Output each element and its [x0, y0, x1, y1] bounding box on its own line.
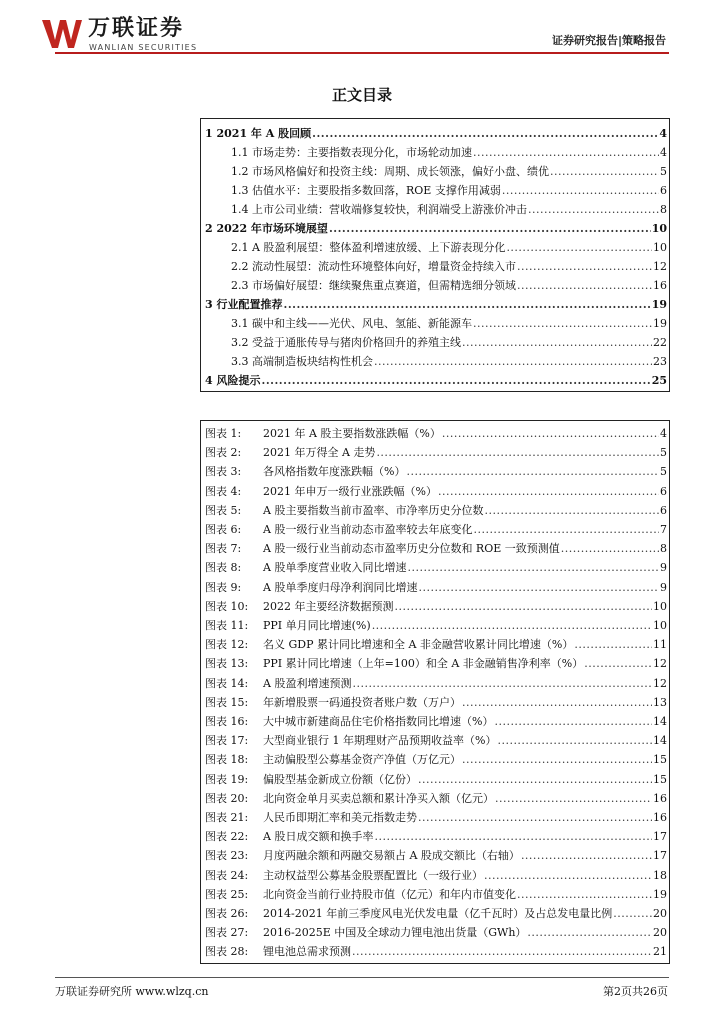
figure-page: 16: [653, 791, 667, 805]
figure-entry[interactable]: [201, 653, 669, 671]
brand-name-en: WANLIAN SECURITIES: [89, 43, 198, 52]
figure-entry[interactable]: [201, 711, 669, 729]
figure-title: 2021 年万得全 A 走势: [263, 446, 376, 460]
figure-page: 4: [660, 427, 667, 440]
figure-page: 17: [653, 849, 667, 863]
figure-label: 图表 18:: [205, 753, 249, 767]
figure-title: 人民币即期汇率和美元指数走势: [263, 811, 417, 824]
dot-leader: [473, 523, 659, 537]
figure-label: 图表 14:: [205, 676, 249, 690]
figure-title: 大型商业银行 1 年期理财产品预期收益率（%）: [263, 734, 497, 748]
figure-page: 20: [653, 907, 667, 920]
dot-leader: [495, 792, 652, 806]
toc-entry-title: 1 2021 年 A 股回顾: [205, 127, 312, 140]
dot-leader: [561, 542, 659, 556]
figure-entry[interactable]: [201, 596, 669, 614]
figure-label: 图表 25:: [205, 887, 249, 901]
figure-entry[interactable]: [201, 922, 669, 940]
dot-leader: [261, 374, 650, 388]
figure-entry[interactable]: [201, 884, 669, 902]
dot-leader: [372, 619, 652, 633]
dot-leader: [283, 298, 650, 312]
dot-leader: [406, 465, 659, 479]
figure-page: 14: [653, 734, 667, 748]
figure-page: 8: [660, 542, 667, 556]
toc-entry-title: 1.3 估值水平：主要股指多数回落，ROE 支撑作用减弱: [231, 184, 501, 197]
figure-page: 10: [653, 619, 667, 632]
figure-page: 6: [660, 484, 667, 498]
dot-leader: [517, 279, 652, 293]
toc-entry-title: 3 行业配置推荐: [205, 298, 283, 311]
figure-page: 5: [660, 446, 667, 460]
toc-entry-page: 25: [651, 374, 667, 387]
figure-label: 图表 6:: [205, 523, 242, 536]
figure-label: 图表 21:: [205, 811, 249, 824]
toc-entry-title: 2.3 市场偏好展望：继续聚焦重点赛道，但需精选细分领域: [231, 279, 516, 292]
toc-entry-title: 1.2 市场风格偏好和投资主线：周期、成长领涨，偏好小盘、绩优: [231, 165, 549, 178]
dot-leader: [517, 260, 652, 274]
figure-entry[interactable]: [201, 692, 669, 710]
figure-title: A 股一级行业当前动态市盈率较去年底变化: [263, 523, 473, 536]
figure-title: A 股单季度营业收入同比增速: [263, 561, 407, 575]
toc-entry-page: 23: [653, 355, 667, 368]
toc-entry-title: 2 2022 年市场环境展望: [205, 222, 328, 235]
figure-page: 5: [660, 465, 667, 479]
figure-entry[interactable]: [201, 500, 669, 518]
figure-page: 16: [653, 811, 667, 824]
figure-title: 北向资金单月买卖总额和累计净买入额（亿元）: [263, 791, 494, 805]
figure-title: 主动权益型公募基金股票配置比（一级行业）: [263, 868, 483, 882]
figure-label: 图表 26:: [205, 907, 249, 920]
figure-title: PPI 单月同比增速(%): [263, 619, 371, 632]
figure-title: 各风格指数年度涨跌幅（%）: [263, 465, 406, 479]
dot-leader: [473, 317, 652, 331]
figure-label: 图表 7:: [205, 542, 242, 556]
figure-page: 11: [653, 638, 667, 652]
footer-page-number: 第2页共26页: [603, 985, 668, 998]
dot-leader: [352, 945, 652, 959]
toc-entry[interactable]: [201, 237, 669, 255]
figure-title: PPI 累计同比增速（上年=100）和全 A 非金融销售净利率（%）: [263, 657, 584, 671]
figure-label: 图表 19:: [205, 772, 249, 786]
page-title: 正文目录: [331, 86, 392, 104]
figure-label: 图表 20:: [205, 791, 249, 805]
dot-leader: [484, 504, 659, 518]
toc-entry-title: 3.1 碳中和主线——光伏、风电、氢能、新能源车: [231, 317, 472, 330]
figure-page: 19: [653, 887, 667, 901]
figure-label: 图表 27:: [205, 926, 249, 940]
figure-entry[interactable]: [201, 519, 669, 537]
dot-leader: [462, 753, 652, 767]
toc-entry-page: 12: [653, 260, 667, 273]
figure-page: 18: [653, 868, 667, 882]
figure-label: 图表 5:: [205, 503, 242, 517]
dot-leader: [462, 336, 652, 350]
dot-leader: [418, 811, 652, 825]
figure-page: 12: [653, 676, 667, 690]
figure-label: 图表 2:: [205, 446, 242, 460]
footer-source: 万联证券研究所 www.wlzq.cn: [55, 985, 209, 998]
dot-leader: [527, 926, 652, 940]
figure-label: 图表 22:: [205, 830, 249, 844]
figure-title: A 股主要指数当前市盈率、市净率历史分位数: [263, 503, 484, 517]
dot-leader: [517, 888, 652, 902]
figure-page: 17: [653, 830, 667, 844]
toc-entry-page: 8: [660, 203, 667, 216]
toc-entry[interactable]: [201, 370, 669, 388]
figure-entry[interactable]: [201, 461, 669, 479]
toc-entry[interactable]: [201, 180, 669, 198]
figure-label: 图表 10:: [205, 599, 249, 613]
figure-title: 2014-2021 年前三季度风电光伏发电量（亿千瓦时）及占总发电量比例: [263, 907, 613, 920]
dot-leader: [502, 184, 659, 198]
dot-leader: [438, 485, 659, 499]
figure-title: 年新增股票一码通投资者账户数（万户）: [263, 695, 461, 709]
toc-entry-page: 6: [660, 184, 667, 197]
figure-entry[interactable]: [201, 442, 669, 460]
figure-label: 图表 4:: [205, 484, 242, 498]
figure-label: 图表 11:: [205, 619, 249, 632]
dot-leader: [376, 446, 659, 460]
dot-leader: [418, 773, 652, 787]
figure-page: 21: [653, 945, 667, 959]
figure-page: 10: [653, 599, 667, 613]
toc-entry[interactable]: [201, 256, 669, 274]
dot-leader: [374, 355, 652, 369]
figure-label: 图表 9:: [205, 580, 242, 594]
toc-entry-title: 2.1 A 股盈利展望：整体盈利增速放缓、上下游表现分化: [231, 241, 506, 254]
figure-title: 名义 GDP 累计同比增速和全 A 非金融营收累计同比增速（%）: [263, 638, 574, 652]
figure-entry[interactable]: [201, 807, 669, 825]
document-type: 证券研究报告|策略报告: [551, 34, 666, 47]
toc-entry[interactable]: [201, 294, 669, 312]
figure-entry[interactable]: [201, 615, 669, 633]
brand-name-cn: 万联证券: [88, 16, 185, 41]
figure-title: 主动偏股型公募基金资产净值（万亿元）: [263, 753, 461, 767]
figure-title: 2016-2025E 中国及全球动力锂电池出货量（GWh）: [263, 926, 527, 940]
figure-entry[interactable]: [201, 730, 669, 748]
figure-page: 9: [660, 561, 667, 575]
toc-entry-page: 19: [651, 298, 667, 311]
toc-entry-page: 19: [653, 317, 667, 330]
figure-label: 图表 24:: [205, 868, 249, 882]
figure-page: 14: [653, 715, 667, 728]
figure-page: 6: [660, 503, 667, 517]
figure-title: 锂电池总需求预测: [263, 945, 351, 959]
figure-entry[interactable]: [201, 538, 669, 556]
dot-leader: [574, 638, 652, 652]
figure-label: 图表 1:: [205, 427, 242, 440]
toc-entry[interactable]: [201, 313, 669, 331]
figure-entry[interactable]: [201, 941, 669, 959]
toc-entry-page: 10: [653, 241, 667, 254]
figure-title: A 股单季度归母净利润同比增速: [263, 580, 418, 594]
figure-entry[interactable]: [201, 903, 669, 921]
dot-leader: [497, 734, 652, 748]
dot-leader: [329, 222, 651, 236]
toc-entry-title: 3.3 高端制造板块结构性机会: [231, 355, 373, 368]
toc-entry-title: 2.2 流动性展望：流动性环境整体向好，增量资金持续入市: [231, 260, 516, 273]
figure-page: 9: [660, 580, 667, 594]
toc-entry[interactable]: [201, 199, 669, 217]
wanlian-logo-icon: [40, 16, 84, 52]
figure-entry[interactable]: [201, 557, 669, 575]
figure-entry[interactable]: [201, 769, 669, 787]
figure-title: 大中城市新建商品住宅价格指数同比增速（%）: [263, 715, 494, 728]
dot-leader: [584, 657, 652, 671]
dot-leader: [442, 427, 659, 441]
figure-entry[interactable]: [201, 577, 669, 595]
list-of-figures: [200, 420, 670, 964]
toc-entry[interactable]: [201, 275, 669, 293]
figure-label: 图表 23:: [205, 849, 249, 863]
figure-title: 北向资金当前行业持股市值（亿元）和年内市值变化: [263, 887, 516, 901]
figure-page: 15: [653, 753, 667, 767]
figure-page: 20: [653, 926, 667, 940]
toc-entry-page: 10: [651, 222, 667, 235]
figure-title: A 股日成交额和换手率: [263, 830, 374, 844]
dot-leader: [506, 241, 652, 255]
figure-entry[interactable]: [201, 788, 669, 806]
figure-title: 2021 年申万一级行业涨跌幅（%）: [263, 484, 437, 498]
dot-leader: [462, 696, 652, 710]
toc-entry-title: 3.2 受益于通胀传导与猪肉价格回升的养殖主线: [231, 336, 461, 349]
toc-entry-title: 4 风险提示: [205, 374, 261, 387]
dot-leader: [473, 146, 659, 160]
toc-entry[interactable]: [201, 332, 669, 350]
figure-title: A 股盈利增速预测: [263, 676, 352, 690]
figure-page: 12: [653, 657, 667, 671]
dot-leader: [418, 581, 659, 595]
figure-label: 图表 12:: [205, 638, 249, 652]
dot-leader: [407, 561, 659, 575]
figure-entry[interactable]: [201, 673, 669, 691]
dot-leader: [494, 715, 652, 729]
toc-entry[interactable]: [201, 123, 669, 141]
toc-entry[interactable]: [201, 218, 669, 236]
dot-leader: [521, 849, 652, 863]
dot-leader: [352, 677, 652, 691]
figure-entry[interactable]: [201, 423, 669, 441]
figure-label: 图表 17:: [205, 734, 249, 748]
company-logo: [40, 16, 240, 56]
figure-title: A 股一级行业当前动态市盈率历史分位数和 ROE 一致预测值: [263, 542, 560, 556]
figure-entry[interactable]: [201, 826, 669, 844]
figure-label: 图表 3:: [205, 465, 242, 479]
toc-entry-page: 4: [660, 146, 667, 159]
figure-label: 图表 28:: [205, 945, 249, 959]
figure-label: 图表 8:: [205, 561, 242, 575]
figure-entry[interactable]: [201, 865, 669, 883]
toc-entry[interactable]: [201, 161, 669, 179]
toc-entry-page: 4: [659, 127, 667, 140]
toc-entry-title: 1.4 上市公司业绩：营收端修复较快，利润端受上游涨价冲击: [231, 203, 527, 216]
footer-divider: [55, 977, 669, 978]
dot-leader: [550, 165, 659, 179]
toc-entry[interactable]: [201, 142, 669, 160]
toc-entry-title: 1.1 市场走势：主要指数表现分化，市场轮动加速: [231, 146, 472, 159]
dot-leader: [528, 203, 659, 217]
figure-label: 图表 13:: [205, 657, 249, 671]
figure-entry[interactable]: [201, 634, 669, 652]
dot-leader: [613, 907, 652, 921]
figure-entry[interactable]: [201, 845, 669, 863]
dot-leader: [312, 127, 658, 141]
figure-title: 偏股型基金新成立份额（亿份）: [263, 772, 417, 786]
figure-page: 7: [660, 523, 667, 536]
dot-leader: [374, 830, 652, 844]
header-divider: [55, 52, 669, 54]
figure-title: 2022 年主要经济数据预测: [263, 599, 394, 613]
page-header: [0, 0, 724, 62]
toc-entry[interactable]: [201, 351, 669, 369]
figure-page: 15: [653, 772, 667, 786]
figure-label: 图表 15:: [205, 695, 249, 709]
toc-entry-page: 5: [660, 165, 667, 178]
figure-title: 月度两融余额和两融交易额占 A 股成交额比（右轴）: [263, 849, 520, 863]
figure-page: 13: [653, 695, 667, 709]
figure-label: 图表 16:: [205, 715, 249, 728]
toc-entry-page: 16: [653, 279, 667, 292]
table-of-contents: [200, 118, 670, 392]
figure-entry[interactable]: [201, 749, 669, 767]
figure-entry[interactable]: [201, 481, 669, 499]
figure-title: 2021 年 A 股主要指数涨跌幅（%）: [263, 427, 441, 440]
toc-entry-page: 22: [653, 336, 667, 349]
dot-leader: [484, 869, 652, 883]
dot-leader: [395, 600, 653, 614]
